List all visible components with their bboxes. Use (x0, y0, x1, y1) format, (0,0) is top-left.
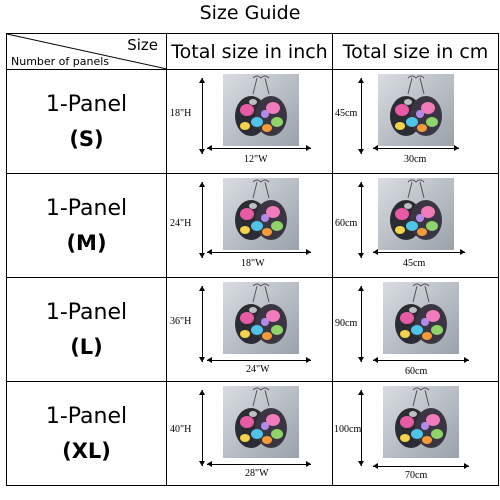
size-code: (L) (70, 334, 103, 359)
width-dimension: 24"W (246, 364, 270, 375)
arrowhead-icon (199, 78, 205, 83)
size-code: (XL) (62, 438, 111, 463)
arrowhead-icon (199, 149, 205, 154)
arrowhead-icon (199, 253, 205, 258)
cm-preview-cell (333, 174, 499, 278)
cm-column-header: Total size in cm (333, 34, 499, 70)
height-dimension: 60cm (335, 218, 358, 229)
size-row-xl (7, 382, 499, 486)
diagonal-header-cell (7, 34, 167, 70)
cm-preview-cell (333, 70, 499, 174)
arrowhead-icon (358, 357, 364, 362)
page-title: Size Guide (199, 2, 301, 24)
arrowhead-icon (207, 249, 212, 255)
arrowhead-icon (358, 461, 364, 466)
panel-label-cell (7, 382, 167, 486)
size-table (6, 33, 499, 486)
artwork-preview (223, 386, 299, 458)
arrowhead-icon (199, 286, 205, 291)
size-code: (S) (69, 126, 104, 151)
arrowhead-icon (207, 145, 212, 151)
arrowhead-icon (306, 145, 311, 151)
height-dimension: 40"H (170, 424, 192, 435)
height-dimension: 36"H (170, 316, 192, 327)
width-dimension: 45cm (403, 258, 426, 269)
artwork-preview (223, 282, 299, 354)
arrowhead-icon (199, 390, 205, 395)
inch-preview-cell (167, 70, 333, 174)
arrowhead-icon (373, 463, 378, 469)
arrowhead-icon (464, 357, 469, 363)
width-dimension: 12"W (244, 154, 268, 165)
width-dimension: 28"W (245, 468, 269, 479)
height-dimension: 90cm (335, 318, 358, 329)
arrowhead-icon (306, 461, 311, 467)
inch-preview-cell (167, 278, 333, 382)
size-row-s (7, 70, 499, 174)
panel-label-cell (7, 278, 167, 382)
arrowhead-icon (358, 182, 364, 187)
arrowhead-icon (373, 145, 378, 151)
size-row-m (7, 174, 499, 278)
inch-column-header: Total size in inch (167, 34, 333, 70)
arrowhead-icon (454, 145, 459, 151)
panel-count: 1-Panel (45, 403, 128, 429)
arrowhead-icon (373, 357, 378, 363)
header-row (7, 34, 499, 70)
size-row-l (7, 278, 499, 382)
artwork-preview (383, 386, 459, 458)
arrowhead-icon (373, 249, 378, 255)
arrowhead-icon (358, 149, 364, 154)
arrowhead-icon (358, 78, 364, 83)
inch-preview-cell (167, 174, 333, 278)
panel-label-cell (7, 174, 167, 278)
arrowhead-icon (358, 390, 364, 395)
panel-label-cell (7, 70, 167, 174)
height-dimension: 18"H (170, 108, 192, 119)
inch-preview-cell (167, 382, 333, 486)
panels-header-label: Number of panels (11, 55, 110, 68)
width-dimension: 60cm (405, 366, 428, 377)
height-dimension: 24"H (170, 218, 192, 229)
artwork-preview (378, 74, 454, 146)
width-dimension: 30cm (404, 154, 427, 165)
artwork-preview (383, 282, 459, 354)
arrowhead-icon (306, 249, 311, 255)
artwork-preview (223, 178, 299, 250)
height-dimension: 100cm (334, 424, 362, 435)
arrowhead-icon (460, 249, 465, 255)
arrowhead-icon (199, 357, 205, 362)
arrowhead-icon (358, 286, 364, 291)
arrowhead-icon (464, 463, 469, 469)
arrowhead-icon (199, 182, 205, 187)
size-code: (M) (66, 230, 107, 255)
panel-count: 1-Panel (45, 91, 128, 117)
size-header-label: Size (127, 36, 158, 54)
panel-count: 1-Panel (45, 299, 128, 325)
cm-preview-cell (333, 382, 499, 486)
width-dimension: 70cm (405, 470, 428, 481)
panel-count: 1-Panel (45, 195, 128, 221)
arrowhead-icon (358, 253, 364, 258)
height-dimension: 45cm (335, 108, 358, 119)
arrowhead-icon (207, 357, 212, 363)
width-dimension: 18"W (241, 258, 265, 269)
artwork-preview (378, 178, 454, 250)
artwork-preview (223, 74, 299, 146)
arrowhead-icon (306, 357, 311, 363)
arrowhead-icon (207, 461, 212, 467)
cm-preview-cell (333, 278, 499, 382)
arrowhead-icon (199, 461, 205, 466)
